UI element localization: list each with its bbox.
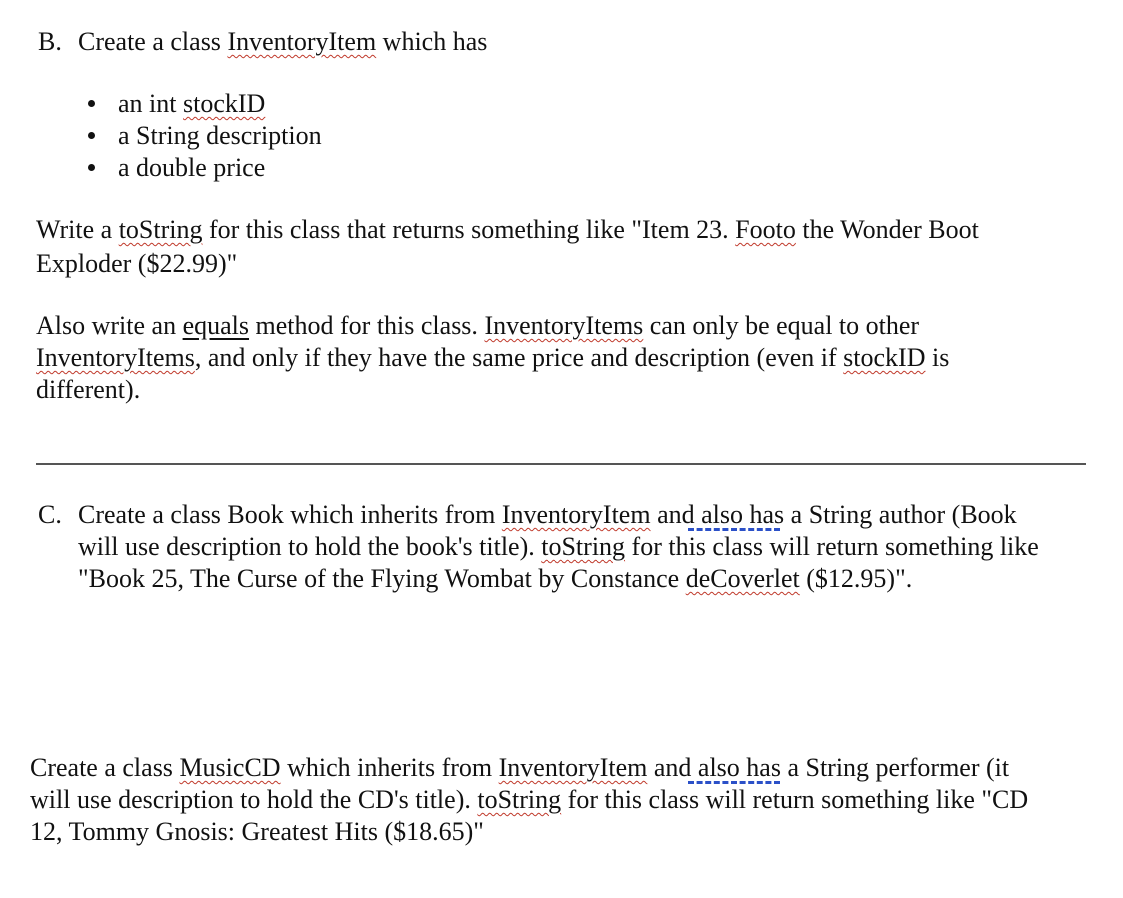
spellcheck-word: InventoryItem <box>501 500 651 529</box>
spellcheck-word: InventoryItems <box>484 311 644 340</box>
section-b-marker: B. <box>38 27 62 56</box>
spellcheck-word: InventoryItems <box>36 343 195 372</box>
bullet-item: a double price <box>118 153 266 182</box>
spellcheck-word: MusicCD <box>179 753 281 782</box>
paragraph-line: Create a class Book which inherits from InventoryItem and also has a String author (Book <box>78 500 1017 529</box>
paragraph-line: will use description to hold the book's title). toString for this class will return something like <box>78 532 1039 561</box>
paragraph-line: "Book 25, The Curse of the Flying Wombat by Constance deCoverlet ($12.95)". <box>78 564 913 593</box>
section-c-marker: C. <box>38 500 62 529</box>
section-b-heading: Create a class InventoryItem which has <box>78 27 488 56</box>
paragraph-line: different). <box>36 375 141 404</box>
paragraph-line: Also write an equals method for this class. InventoryItems can only be equal to other <box>36 311 920 340</box>
bullet-item: an int stockID <box>118 89 266 118</box>
spellcheck-word: stockID <box>843 343 926 372</box>
bullet-icon <box>88 164 95 171</box>
spellcheck-word: Footo <box>735 215 796 244</box>
paragraph-line: will use description to hold the CD's title). toString for this class will return something like "CD <box>30 785 1029 814</box>
paragraph-line: Exploder ($22.99)" <box>36 249 238 278</box>
paragraph-line: 12, Tommy Gnosis: Greatest Hits ($18.65)" <box>30 817 484 846</box>
bullet-item: a String description <box>118 121 322 150</box>
spellcheck-word: toString <box>118 215 203 244</box>
spellcheck-word: toString <box>477 785 562 814</box>
spellcheck-word: InventoryItem <box>498 753 648 782</box>
spellcheck-word: deCoverlet <box>685 564 800 593</box>
horizontal-rule <box>36 463 1086 465</box>
paragraph-line: InventoryItems, and only if they have the same price and description (even if stockID is <box>36 343 950 372</box>
paragraph-line: Create a class MusicCD which inherits from InventoryItem and also has a String performer (it <box>30 753 1010 782</box>
spellcheck-word: stockID <box>183 89 266 118</box>
bullet-icon <box>88 132 95 139</box>
bullet-icon <box>88 100 95 107</box>
spellcheck-word: toString <box>541 532 626 561</box>
paragraph-line: Write a toString for this class that returns something like "Item 23. Footo the Wonder Boot <box>36 215 979 244</box>
equals-word: equals <box>182 311 250 340</box>
spellcheck-word: InventoryItem <box>227 27 377 56</box>
